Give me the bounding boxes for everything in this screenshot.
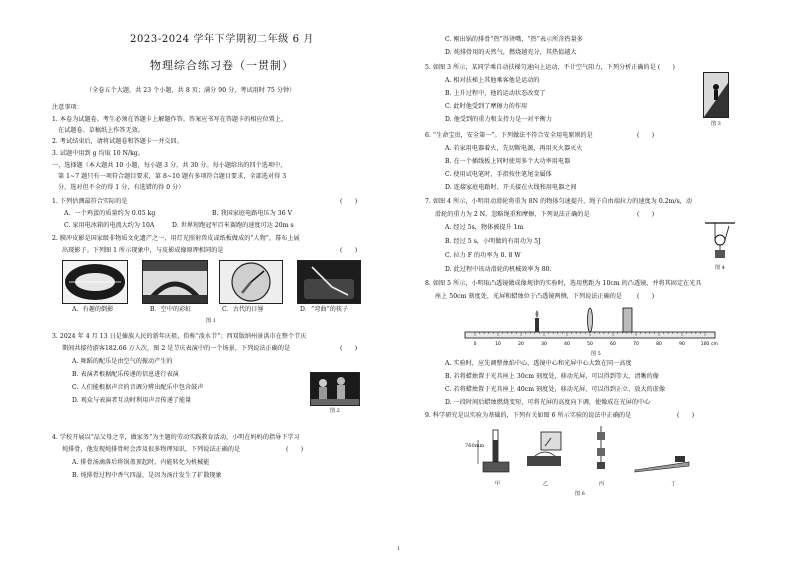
- q3-stem: 期间共接待游客182.66 万人次，图 2 是节庆表演中的一个场景，下列说法正确的是: [62, 345, 291, 352]
- ruler-tick-label: 80: [656, 342, 662, 347]
- panel-label-jia: 甲: [495, 481, 501, 487]
- reflection-image: [62, 260, 128, 304]
- height-mark: 760mm: [465, 443, 485, 449]
- q8-option-d: D. 一段时间后蜡烛燃烧变短，可将光屏的高度向下调，使像成在光屏的中心: [445, 399, 651, 406]
- figure-6-label: 图 6: [575, 491, 585, 497]
- q8-option-b: B. 若将蜡烛置于光具座上 30cm 刻度处，移动光屏，可以得到等大、清晰的像: [445, 373, 659, 380]
- q1-stem: 1. 下列估测最符合实际的是: [52, 198, 128, 205]
- q7-option-d: D. 此过程中该动滑轮的机械效率为 80.: [445, 266, 552, 273]
- q3-option-d: D. 观众与表演者互动时利用声音传递了能量: [72, 397, 192, 404]
- panel-label-yi: 乙: [543, 481, 549, 487]
- q1-answer-paren: ( ): [340, 198, 358, 205]
- q7-option-c: C. 拉力 F 的功率为 0. 8 W: [445, 252, 521, 259]
- q4-option-d: D. 炖排骨用的天然气，燃烧越充分，其热值越大: [445, 49, 577, 56]
- q1-option-d: D. 世界短跑冠军百米赛跑的速度可达 20m s: [172, 222, 294, 229]
- q3-option-c: C. 人们能根据声音的音调分辨出配乐中包含鼓声: [72, 384, 204, 391]
- ruler-tick-label: 50: [587, 342, 593, 347]
- note-line: 1. 本卷为试题卷。考生必须在答题卡上解题作答。答案应书写在答题卡的相应位置上，: [52, 116, 288, 123]
- section-instructions: 一、选择题（本大题共 10 小题，每小题 3 分，共 30 分。每小题给出的四个选项中，: [52, 162, 287, 169]
- figure-1-label: 图 1: [206, 318, 216, 324]
- optical-bench-diagram: [465, 304, 718, 347]
- q4-stem: 炖排骨，他发现炖排骨时会涉及很多物理知识，下列说法正确的是: [62, 446, 241, 453]
- pulley-diagram: [705, 222, 735, 262]
- q6-stem: 6. “生命宝贵，安全第一”。下列做法不符合安全用电原则的是: [425, 132, 593, 139]
- q7-stem: 滑轮的重力为 2 N，忽略绳重和摩擦，下列说法正确的是: [435, 211, 590, 218]
- panel-label-bing: 丙: [599, 481, 605, 487]
- q3-stem: 3. 2024 年 4 月 13 日是傣族人民的新年庆祖，俗称“泼水节”；西双版纳州景洪市在整个节庆: [52, 333, 307, 340]
- hanging-weights: [597, 426, 605, 469]
- q2-option-b: B．空中的彩虹: [150, 306, 192, 313]
- q8-answer-paren: ( ): [637, 293, 655, 300]
- q2-option-c: C．古代的日晷: [222, 306, 264, 313]
- q5-option-d: D. 他受到的重力和支持力是一对平衡力: [445, 116, 552, 123]
- q6-option-d: D. 连接家庭电路时，开关接在火线和用电器之间: [445, 184, 577, 191]
- performance-image: [310, 372, 360, 406]
- right-column: [415, 0, 750, 561]
- panel-label-ding: 丁: [671, 481, 677, 487]
- q2-stem: 出现影子。下列图 1 所示现象中，与皮影成像原理相同的是: [62, 247, 224, 254]
- section-instructions: 分，选对但不全的得 1 分，有选错的得 0 分）: [58, 184, 185, 191]
- q7-option-b: B. 经过 5 s，小明做的有用功为 5J: [445, 238, 541, 245]
- q6-option-b: B. 在一个插线板上同时使用多个大功率用电器: [445, 158, 571, 165]
- q3-option-a: A. 舞蹈的配乐是由空气的振动产生的: [72, 358, 173, 365]
- page-number: 1: [397, 546, 401, 552]
- barometer: [478, 430, 509, 472]
- q4-option-c: C. 刚出锅的排骨“热”得烫嘴，“热”表示所含热量多: [445, 36, 583, 43]
- section-instructions: 第 1~7 题只有一项符合题目要求，第 8~10 题有多项符合题目要求，全部选对得 3: [58, 173, 287, 180]
- rainbow-image: [142, 260, 208, 304]
- note-line: 在试题卷、草稿纸上作答无效。: [58, 127, 145, 134]
- ruler-tick-label: 10: [495, 342, 501, 347]
- left-column: [52, 0, 397, 561]
- exam-title: 2023-2024 学年下学期初二年级 6 月: [130, 34, 314, 45]
- figure-5-label: 图 5: [591, 351, 601, 357]
- ruler-tick-label: 20: [518, 342, 524, 347]
- q2-option-d: D．“弯曲”的筷子: [300, 306, 349, 313]
- experiments-diagram: [475, 426, 695, 476]
- q8-stem: 8. 如图 5 所示，小明取凸透镜做成像规律的实验时，选用焦距为 10cm 的凸透镜，并将其固定在光具: [425, 280, 702, 287]
- q1-option-b: B. 我国家庭电路电压为 36 V: [212, 210, 293, 217]
- q8-option-a: A. 实验时，应先调整烛焰中心、透镜中心和光屏中心大致在同一高度: [445, 360, 632, 367]
- q9-stem: 9. 科学研究是以实验为基础的，下列有关如图 6 所示实验的说法中正确的是: [425, 412, 632, 419]
- q2-option-a: A．有趣的倒影: [72, 306, 114, 313]
- ruler-unit: cm: [711, 342, 718, 347]
- q4-option-b: B. 炖排骨过程中香气四溢，是因为汤汁发生了扩散现象: [72, 472, 222, 479]
- q3-answer-paren: ( ): [340, 345, 358, 352]
- figure-4-label: 图 4: [715, 265, 725, 271]
- q7-answer-paren: ( ): [637, 211, 655, 218]
- q2-stem: 2. 膜冲皮影是国家级非物质文化遗产之一，用灯光照射兽皮或纸板做成的“人物”，幕布上展: [52, 235, 300, 242]
- notes-heading: 注意事项：: [52, 104, 83, 111]
- q6-option-c: C. 使用试电笔时，手指按住笔尾金属体: [445, 171, 552, 178]
- convex-lens: [588, 308, 593, 332]
- q7-option-a: A. 经过 5s，物体被提升 1m: [445, 224, 524, 231]
- ruler-tick-label: 30: [541, 342, 547, 347]
- escalator-image: [703, 72, 729, 118]
- candle: [535, 310, 539, 332]
- figure-2-label: 图 2: [330, 408, 340, 414]
- inclined-board: [635, 456, 689, 472]
- ruler-tick-label: 70: [633, 342, 639, 347]
- q5-stem: 5. 如图 3 所示，某同学乘自动扶梯匀速向上运动，不计空气阻力，下列分析正确的是 ( ): [425, 64, 675, 71]
- ruler-tick-label: 60: [610, 342, 616, 347]
- q5-option-b: B. 上升过程中，他的运动状态改变了: [445, 90, 546, 97]
- q5-option-a: A. 相对扶梯上其他乘客他是运动的: [445, 77, 540, 84]
- q7-stem: 7. 如图 4 所示，小明用动滑轮将重为 8N 的物体匀速提升，绳子自由端拉力的速度为 0.2m/s，动: [425, 198, 693, 205]
- ruler-tick-label: 90: [679, 342, 685, 347]
- q1-option-c: C. 家用电冰箱的电流大约为 10A: [64, 222, 155, 229]
- q8-option-c: C. 若将蜡烛置于光具座上 40cm 刻度处，移动光屏，可以得到正立、放大的虚像: [445, 386, 666, 393]
- q3-option-b: B. 表演者根据配乐传递的信息进行表演: [72, 371, 179, 378]
- q2-answer-paren: ( ): [340, 247, 358, 254]
- exam-info: （全卷五个大题，共 23 个小题，共 8 页；满分 90 分，考试用时 75 分钟）: [86, 87, 296, 94]
- ruler-tick-label: 100: [700, 342, 710, 347]
- q5-option-c: C. 此时他受到了摩擦力的作用: [445, 103, 528, 110]
- galvanometer-setup: [527, 432, 561, 466]
- ruler-tick-label: 0: [473, 342, 477, 347]
- q4-stem: 4. 学校开展以“品父母之辛，做家务”为主题的劳动实践教育活动，小明在妈妈的指导下学习: [52, 434, 300, 441]
- q4-answer-paren: ( ): [286, 446, 304, 453]
- light-screen: [623, 308, 632, 332]
- q9-answer-paren: ( ): [677, 412, 695, 419]
- note-line: 2. 考试结束后，请将试题卷和答题卡一并交回。: [52, 138, 183, 145]
- ruler-tick-label: 40: [564, 342, 570, 347]
- note-line: 3. 试题中用到 g 均取 10 N/kg。: [52, 150, 144, 157]
- chopsticks-image: [297, 260, 361, 304]
- q6-option-a: A. 若家用电器着火，先切断电源，再用灭火器灭火: [445, 145, 583, 152]
- q4-option-a: A. 排骨汤滴落后将锅盖顶起时，内能转化为机械能: [72, 459, 210, 466]
- q1-option-a: A．一个鸡蛋的质量约为 0.05 kg: [64, 210, 156, 217]
- exam-subtitle: 物理综合练习卷（一贯制）: [150, 59, 294, 72]
- sundial-image: [219, 260, 283, 304]
- q8-stem: 座上 50cm 刻度处，光屏和蜡烛位于凸透镜两侧，下列说法正确的是: [435, 293, 622, 300]
- figure-3-label: 图 3: [711, 121, 721, 127]
- q6-answer-paren: ( ): [637, 132, 655, 139]
